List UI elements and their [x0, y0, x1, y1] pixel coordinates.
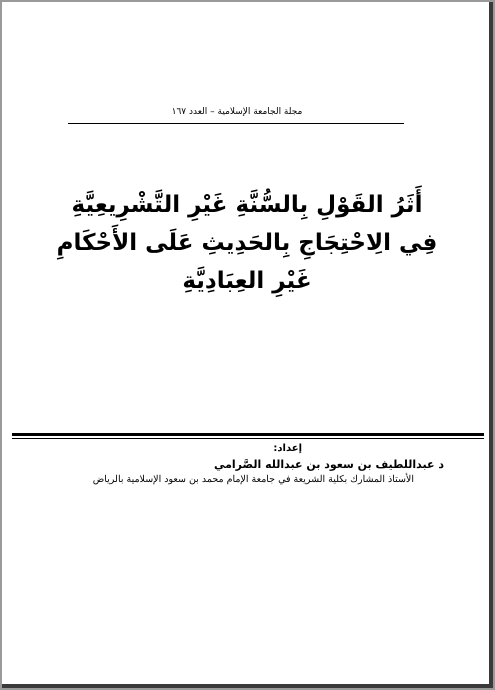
running-header: مجلة الجامعة الإسلامية – العدد ١٦٧	[171, 107, 303, 117]
author-affiliation: الأستاذ المشارك بكلية الشريعة في جامعة الإمام محمد بن سعود الإسلامية بالرياض	[92, 474, 414, 485]
title-line-2: فِي الِاحْتِجَاجِ بِالحَدِيثِ عَلَى الأَحْكَامِ	[56, 230, 438, 256]
header-rule	[68, 123, 404, 124]
document-title	[42, 186, 452, 300]
author-block	[42, 442, 462, 487]
document-page	[2, 2, 493, 688]
divider-thin-line	[12, 438, 484, 439]
section-divider	[12, 433, 484, 439]
title-line-1: أَثَرُ القَوْلِ بِالسُّنَّةِ غَيْرِ التَّشْرِيعِيَّةِ	[71, 192, 423, 218]
title-line-3: غَيْرِ العِبَادِيَّةِ	[182, 268, 312, 294]
prepared-by-label: إعداد:	[273, 443, 302, 454]
author-name: د عبداللطيف بن سعود بن عبدالله الصَّرامي	[213, 458, 444, 471]
